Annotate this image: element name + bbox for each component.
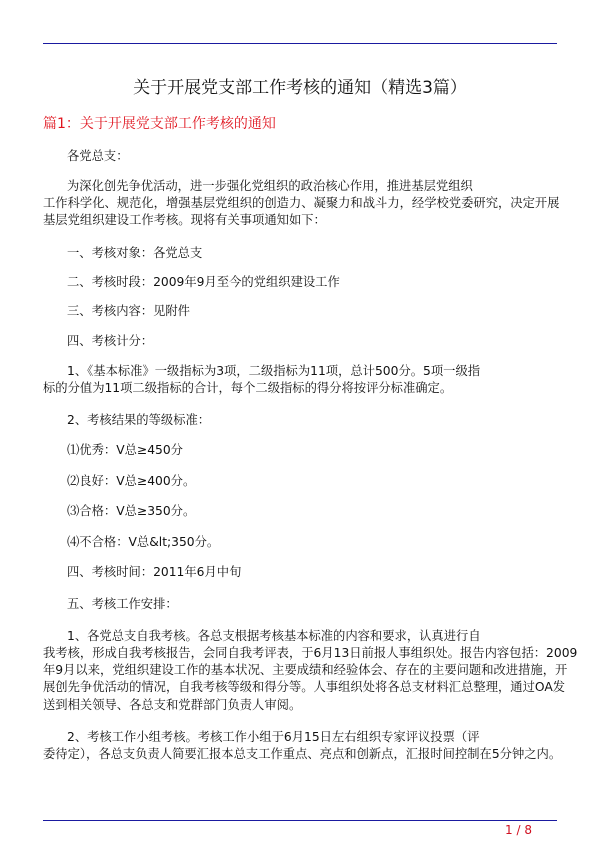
text-line: 一、考核对象：各党总支: [67, 246, 203, 260]
text-line: 标的分值为11项二级指标的合计，每个二级指标的得分将按评分标准确定。: [43, 381, 453, 395]
text-line: 五、考核工作安排：: [67, 597, 178, 611]
text-line: 1、《基本标准》一级指标为3项，二级指标为11项，总计500分。5项一级指: [67, 364, 481, 378]
text-line: 1、各党总支自我考核。各总支根据考核基本标准的内容和要求，认真进行自: [67, 629, 481, 643]
text-line: 四、考核计分：: [67, 334, 154, 348]
text-line: 二、考核时段：2009年9月至今的党组织建设工作: [67, 275, 340, 289]
text-line: 委待定），各总支负责人简要汇报本总支工作重点、亮点和创新点，汇报时间控制在5分钟之内。: [43, 747, 562, 761]
text-line: 为深化创先争优活动，进一步强化党组织的政治核心作用，推进基层党组织: [67, 179, 473, 193]
text-line: 基层党组织建设工作考核。现将有关事项通知如下：: [43, 213, 326, 227]
text-line: ⑶合格：V总≥350分。: [67, 504, 196, 518]
text-line: 送到相关领导、各总支和党群部门负责人审阅。: [43, 698, 302, 712]
text-line: ⑴优秀：V总≥450分: [67, 443, 183, 457]
text-line: 工作科学化、规范化，增强基层党组织的创造力、凝聚力和战斗力，经学校党委研究，决定开展: [43, 196, 560, 210]
text-line: 各党总支：: [67, 149, 129, 163]
text-line: 2、考核结果的等级标准：: [67, 413, 211, 427]
header-rule: [43, 43, 557, 44]
footer-rule: [43, 820, 557, 821]
text-line: 三、考核内容：见附件: [67, 304, 190, 318]
text-line: ⑷不合格：V总&lt;350分。: [67, 535, 220, 549]
text-line: 2、考核工作小组考核。考核工作小组于6月15日左右组织专家评议投票（评: [67, 730, 480, 744]
text-line: 年9月以来，党组织建设工作的基本状况、主要成绩和经验体会、存在的主要问题和改进措施，开: [43, 663, 568, 677]
text-line: 展创先争优活动的情况，自我考核等级和得分等。人事组织处将各总支材料汇总整理，通过OA发: [43, 680, 566, 694]
page-number: 1 / 8: [505, 823, 532, 837]
text-line: ⑵良好：V总≥400分。: [67, 474, 196, 488]
section-heading: 篇1：关于开展党支部工作考核的通知: [43, 116, 276, 132]
text-line: 四、考核时间：2011年6月中旬: [67, 565, 242, 579]
document-title: 关于开展党支部工作考核的通知（精选3篇）: [133, 78, 467, 98]
text-line: 我考核，形成自我考核报告，会同自我考评表，于6月13日前报人事组织处。报告内容包括：2009: [43, 646, 578, 660]
